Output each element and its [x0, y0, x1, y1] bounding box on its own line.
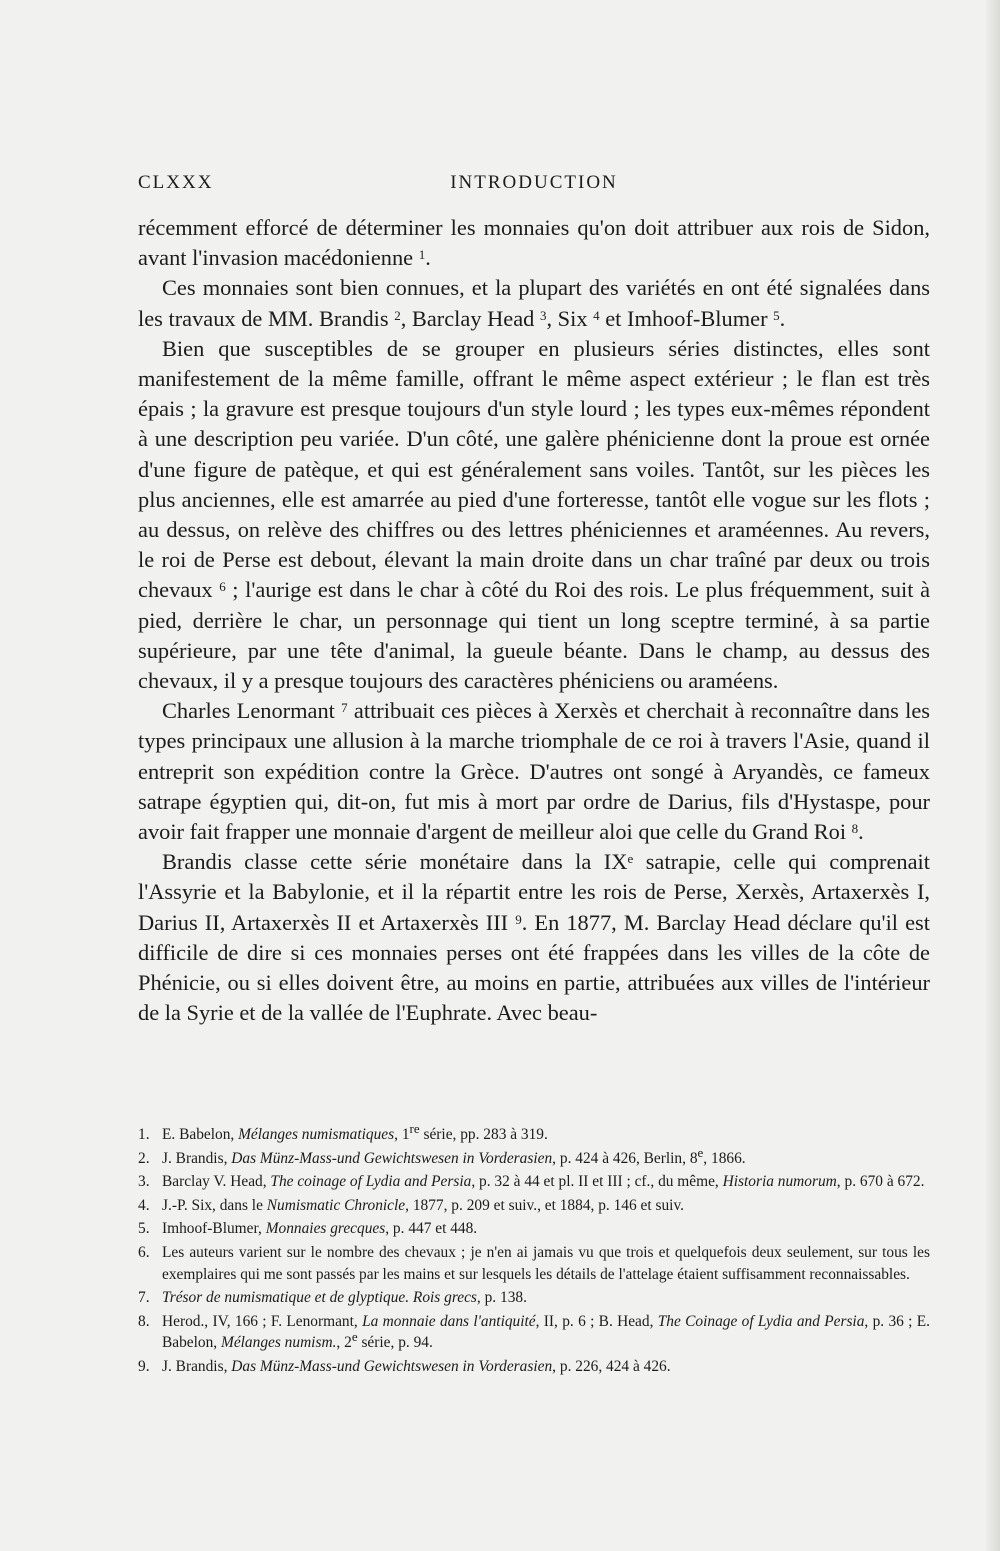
footnote [138, 1218, 930, 1240]
footnote [138, 1171, 930, 1193]
footnote-text: Trésor de numismatique et de glyptique. Rois grecs, p. 138. [162, 1289, 527, 1307]
footnote-number: 2. [138, 1149, 150, 1167]
footnote-text: J.-P. Six, dans le Numismatic Chronicle, 1877, p. 209 et suiv., et 1884, p. 146 et suiv. [162, 1196, 684, 1214]
body-paragraph: Brandis classe cette série monétaire dans la IXe satrapie, celle qui comprenait l'Assyrie et la Babylonie, et il la répartit entre les rois de Perse, Xerxès, Artaxerxès I, Darius II, Artaxerxès II et Artaxerxès III $^9$. En 1877, M. Barclay Head déclare qu'il est difficile de dire si ces monnaies perses ont été frappées dans les villes de la côte de Phénicie, ou si elles doivent être, au moins en partie, attribuées aux villes de l'intérieur de la Syrie et de la vallée de l'Euphrate. Avec beau- [138, 849, 930, 1026]
footnote [138, 1242, 930, 1285]
page-folio: CLXXX [138, 172, 214, 193]
footnote-number: 6. [138, 1243, 150, 1261]
body-paragraph: Charles Lenormant $^7$ attribuait ces pièces à Xerxès et cherchait à reconnaître dans les types principaux une allusion à la marche triomphale de ce roi à travers l'Asie, quand il entreprit son expédition contre la Grèce. D'autres ont songé à Aryandès, ce fameux satrape égyptien qui, dit-on, fut mis à mort par ordre de Darius, fils d'Hystaspe, pour avoir fait frapper une monnaie d'argent de meilleur aloi que celle du Grand Roi $^8$. [138, 698, 930, 845]
footnote-text: J. Brandis, Das Münz-Mass-und Gewichtswesen in Vorderasien, p. 424 à 426, Berlin, 8e, 1866. [162, 1144, 746, 1167]
body-paragraph: Bien que susceptibles de se grouper en plusieurs séries distinctes, elles sont manifestement de la même famille, offrant le même aspect extérieur ; le flan est très épais ; la gravure est presque toujours d'un style lourd ; les types eux-mêmes répondent à une description peu variée. D'un côté, une galère phénicienne dont la proue est ornée d'une figure de patèque, et qui est généralement sans voiles. Tantôt, sur les pièces les plus anciennes, elle est amarrée au pied d'une forteresse, tantôt elle vogue sur les flots ; au dessus, on relève des chiffres ou des lettres phéniciennes et araméennes. Au revers, le roi de Perse est debout, élevant la main droite dans un char traîné par deux ou trois chevaux $^6$ ; l'aurige est dans le char à côté du Roi des rois. Le plus fréquemment, suit à pied, derrière le char, un personnage qui tient un long sceptre terminé, à sa partie supérieure, par une tête d'animal, la gueule béante. Dans le champ, au dessus des chevaux, il y a presque toujours des caractères phéniciens ou araméens. [138, 335, 931, 694]
footnote-text: J. Brandis, Das Münz-Mass-und Gewichtswesen in Vorderasien, p. 226, 424 à 426. [162, 1357, 671, 1375]
footnote [138, 1287, 930, 1309]
footnote [138, 1195, 930, 1217]
footnotes [138, 1121, 930, 1380]
body-text [138, 213, 930, 1028]
footnote-number: 3. [138, 1173, 150, 1191]
footnote-number: 1. [138, 1126, 150, 1143]
footnote-text: Barclay V. Head, The coinage of Lydia and Persia, p. 32 à 44 et pl. II et III ; cf., du même, Historia numorum, p. 670 à 672. [162, 1173, 925, 1191]
footnote-number: 7. [138, 1289, 150, 1307]
running-head [138, 172, 930, 202]
footnote-number: 4. [138, 1196, 150, 1214]
footnote [138, 1311, 930, 1354]
footnote [138, 1144, 930, 1170]
footnote-number: 8. [138, 1312, 150, 1330]
footnote-number: 5. [138, 1220, 150, 1238]
body-paragraph: Ces monnaies sont bien connues, et la plupart des variétés en ont été signalées dans les travaux de MM. Brandis $^2$, Barclay Head $^3$, Six $^4$ et Imhoof-Blumer $^5$. [138, 275, 930, 331]
footnote-text: Les auteurs varient sur le nombre des chevaux ; je n'en ai jamais vu que trois et quelquefois deux seulement, sur tous les exemplaires qui me sont passés par les mains et sur lesquels les détails de l'attelage étaient suffisamment reconnaissables. [162, 1243, 930, 1283]
footnote-text: Herod., IV, 166 ; F. Lenormant, La monnaie dans l'antiquité, II, p. 6 ; B. Head, The Coinage of Lydia and Persia, p. 36 ; E. Babelon, Mélanges numism., 2e série, p. 94. [162, 1312, 930, 1352]
running-title: INTRODUCTION [450, 172, 618, 193]
footnote-text: Imhoof-Blumer, Monnaies grecques, p. 447 et 448. [162, 1220, 478, 1238]
footnote-text: E. Babelon, Mélanges numismatiques, 1re série, pp. 283 à 319. [162, 1121, 548, 1143]
body-paragraph: récemment efforcé de déterminer les monnaies qu'on doit attribuer aux rois de Sidon, avant l'invasion macédonienne $^1$. [138, 215, 930, 271]
footnote-number: 9. [138, 1357, 150, 1375]
page-edge-shadow [986, 0, 1000, 1551]
footnote [138, 1121, 930, 1146]
footnote [138, 1356, 930, 1378]
